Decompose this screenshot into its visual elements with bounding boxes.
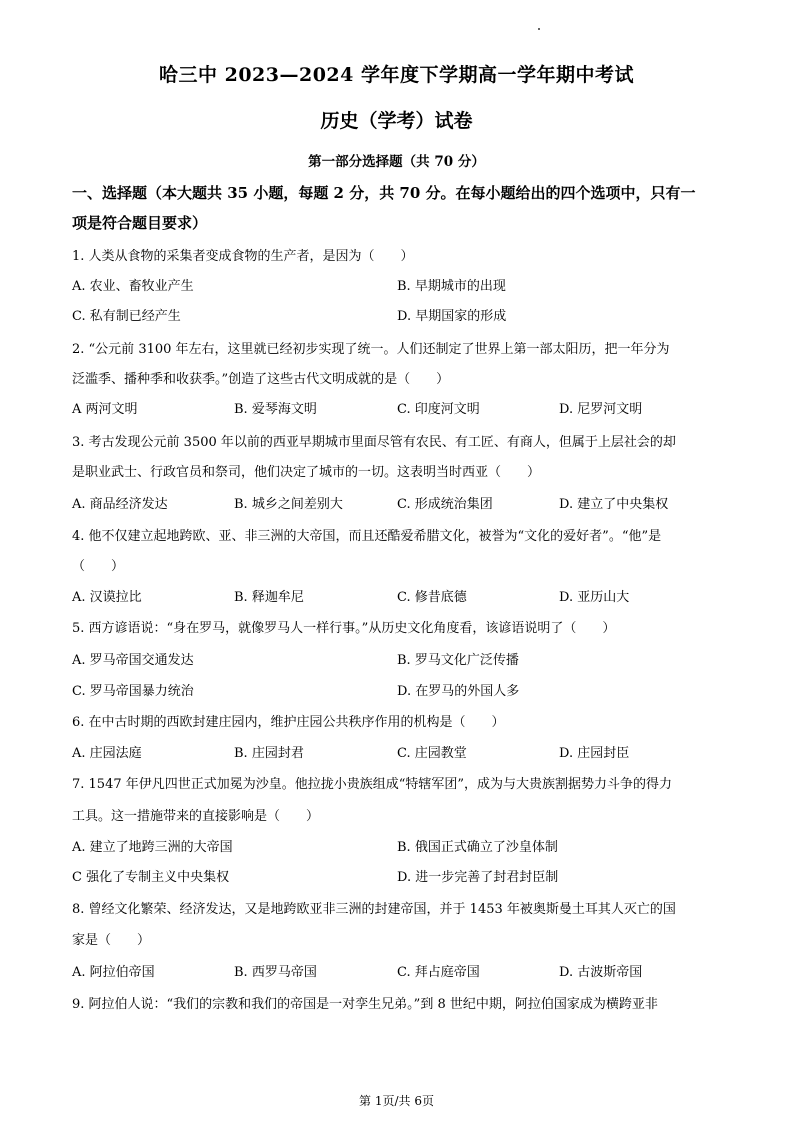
- question-8-option-b: B. 西罗马帝国: [234, 965, 317, 980]
- question-4-stem-line-2: （ ）: [72, 559, 125, 574]
- question-6-option-c: C. 庄园教堂: [397, 746, 467, 761]
- question-8-option-d: D. 古波斯帝国: [559, 965, 643, 980]
- question-3-stem-line-2: 是职业武士、行政官员和祭司，他们决定了城市的一切。这表明当时西亚（ ）: [72, 465, 541, 480]
- question-8-stem-line-2: 家是（ ）: [72, 933, 151, 948]
- question-8-option-a: A. 阿拉伯帝国: [72, 965, 155, 980]
- question-9-stem-line-1: 9. 阿拉伯人说：“我们的宗教和我们的帝国是一对孪生兄弟。”到 8 世纪中期，阿拉伯国家成为横跨亚非: [72, 997, 658, 1012]
- question-2-option-a: A 两河文明: [72, 402, 138, 417]
- question-7-stem-line-1: 7. 1547 年伊凡四世正式加冕为沙皇。他拉拢小贵族组成“特辖军团”，成为与大贵族割据势力斗争的得力: [72, 777, 673, 792]
- question-7-stem-line-2: 工具。这一措施带来的直接影响是（ ）: [72, 809, 320, 824]
- question-4-option-d: D. 亚历山大: [559, 590, 630, 605]
- question-7-option-d: D. 进一步完善了封君封臣制: [397, 870, 559, 885]
- question-4-option-b: B. 释迦牟尼: [234, 590, 304, 605]
- question-1-option-a: A. 农业、畜牧业产生: [72, 279, 194, 294]
- question-3-stem-line-1: 3. 考古发现公元前 3500 年以前的西亚早期城市里面尽管有农民、有工匠、有商人，但属于上层社会的却: [72, 435, 676, 450]
- instructions-line-2: 项是符合题目要求）: [72, 214, 208, 232]
- page-mark: [538, 28, 540, 30]
- question-1-stem: 1. 人类从食物的采集者变成食物的生产者，是因为（ ）: [72, 249, 414, 264]
- question-7-option-b: B. 俄国正式确立了沙皇体制: [397, 840, 558, 855]
- question-5-option-c: C. 罗马帝国暴力统治: [72, 684, 194, 699]
- question-7-option-a: A. 建立了地跨三洲的大帝国: [72, 840, 233, 855]
- question-2-stem-line-2: 泛滥季、播种季和收获季。”创造了这些古代文明成就的是（ ）: [72, 372, 450, 387]
- question-4-option-c: C. 修昔底德: [397, 590, 467, 605]
- question-2-option-c: C. 印度河文明: [397, 402, 480, 417]
- question-4-option-a: A. 汉谟拉比: [72, 590, 142, 605]
- question-3-option-b: B. 城乡之间差别大: [234, 497, 343, 512]
- exam-title: 哈三中 2023—2024 学年度下学期高一学年期中考试: [159, 64, 634, 86]
- question-5-option-b: B. 罗马文化广泛传播: [397, 653, 519, 668]
- question-6-stem: 6. 在中古时期的西欧封建庄园内，维护庄园公共秩序作用的机构是（ ）: [72, 715, 505, 730]
- question-6-option-a: A. 庄园法庭: [72, 746, 142, 761]
- question-2-option-d: D. 尼罗河文明: [559, 402, 643, 417]
- question-2-option-b: B. 爱琴海文明: [234, 402, 317, 417]
- question-2-stem-line-1: 2. “公元前 3100 年左右，这里就已经初步实现了统一。人们还制定了世界上第一部太阳历，把一年分为: [72, 342, 670, 357]
- question-5-option-d: D. 在罗马的外国人多: [397, 684, 520, 699]
- question-8-stem-line-1: 8. 曾经文化繁荣、经济发达，又是地跨欧亚非三洲的封建帝国，并于 1453 年被奥斯曼土耳其人灭亡的国: [72, 902, 676, 917]
- question-7-option-c: C 强化了专制主义中央集权: [72, 870, 230, 885]
- section-heading: 第一部分选择题（共 70 分）: [308, 154, 485, 170]
- question-6-option-d: D. 庄园封臣: [559, 746, 630, 761]
- question-3-option-a: A. 商品经济发达: [72, 497, 168, 512]
- question-8-option-c: C. 拜占庭帝国: [397, 965, 480, 980]
- question-5-option-a: A. 罗马帝国交通发达: [72, 653, 194, 668]
- question-1-option-d: D. 早期国家的形成: [397, 309, 507, 324]
- question-3-option-c: C. 形成统治集团: [397, 497, 493, 512]
- question-1-option-b: B. 早期城市的出现: [397, 279, 506, 294]
- question-1-option-c: C. 私有制已经产生: [72, 309, 181, 324]
- exam-subtitle: 历史（学考）试卷: [320, 110, 473, 132]
- question-5-stem: 5. 西方谚语说：“身在罗马，就像罗马人一样行事。”从历史文化角度看，该谚语说明了（ ）: [72, 621, 616, 636]
- instructions-line-1: 一、选择题（本大题共 35 小题，每题 2 分，共 70 分。在每小题给出的四个选项中，只有一: [72, 184, 696, 202]
- question-3-option-d: D. 建立了中央集权: [559, 497, 669, 512]
- question-4-stem-line-1: 4. 他不仅建立起地跨欧、亚、非三洲的大帝国，而且还酷爱希腊文化，被誉为“文化的爱好者”。“他”是: [72, 529, 662, 544]
- page-footer: 第 1页/共 6页: [359, 1094, 434, 1108]
- question-6-option-b: B. 庄园封君: [234, 746, 304, 761]
